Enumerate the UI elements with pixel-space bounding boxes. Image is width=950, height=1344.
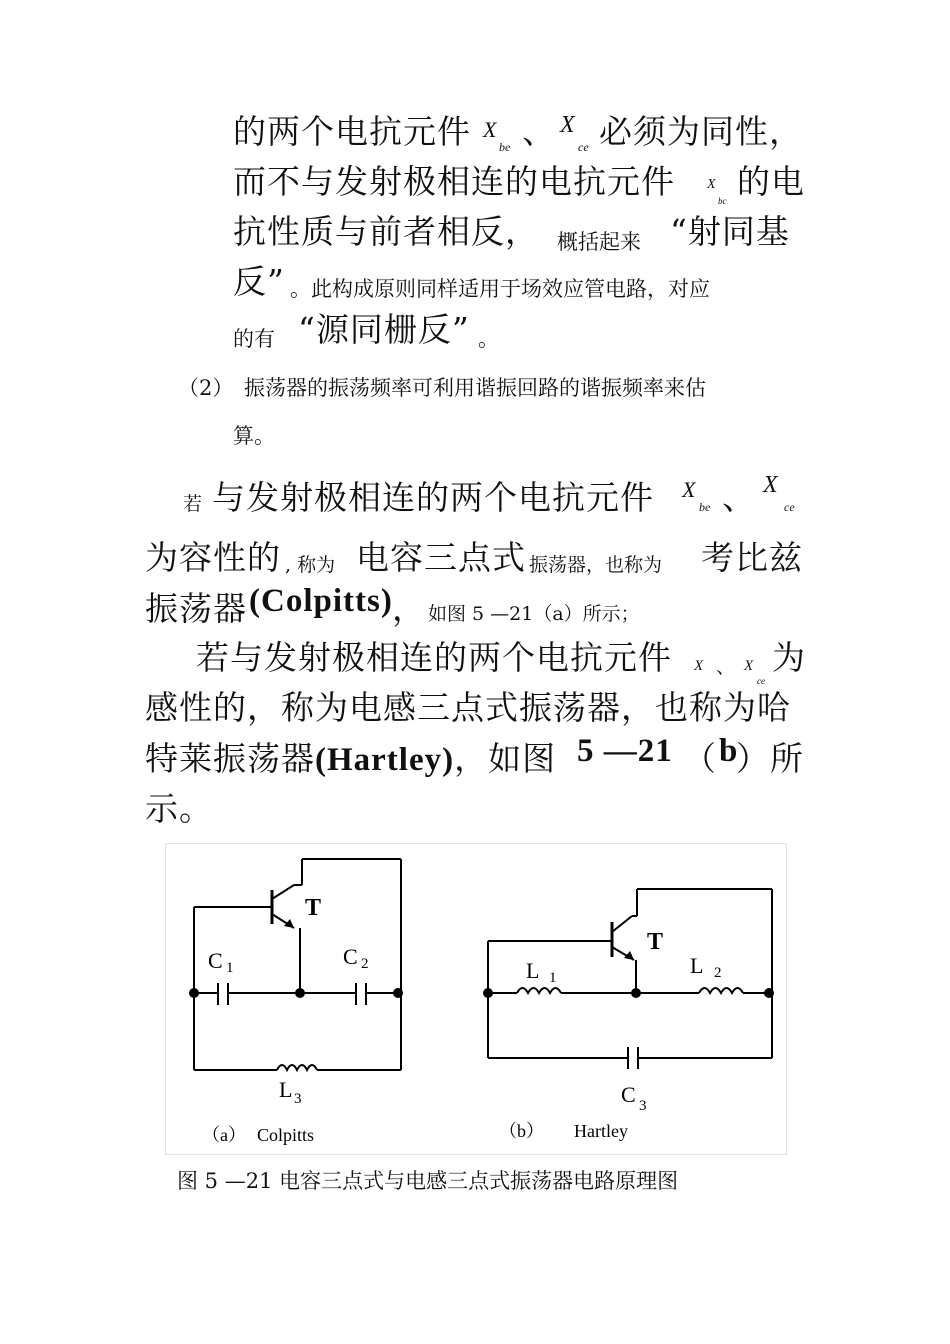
junction-dot [483, 988, 493, 998]
text-span: 的电 [737, 162, 805, 201]
junction-dot [295, 988, 305, 998]
text-span-bold: (Colpitts) [249, 583, 393, 619]
transistor-label: T [305, 895, 322, 921]
text-span: 反” [233, 262, 285, 301]
separator: 、 [722, 478, 756, 517]
text-line [145, 733, 556, 780]
subscript-be: be [699, 500, 711, 514]
symbol-x: X [763, 472, 778, 498]
junction-dot [189, 988, 199, 998]
text-span-small: 振荡器，也称为 [529, 554, 663, 576]
symbol-x: X [707, 177, 716, 192]
component-sub: 2 [714, 965, 722, 981]
component-label: C [343, 944, 358, 969]
circuit-diagram [166, 844, 786, 1154]
figure-label: Hartley [574, 1121, 628, 1141]
text-span: 而不与发射极相连的电抗元件 [233, 162, 675, 201]
text-span: 考比兹 [701, 538, 803, 577]
text-span: 为 [772, 638, 806, 677]
junction-dot [393, 988, 403, 998]
text-span: （ [683, 739, 717, 778]
component-sub: 3 [294, 1091, 302, 1107]
junction-dot [631, 988, 641, 998]
text-span: 振荡器 [145, 589, 247, 628]
text-span-small: , 称为 [285, 554, 336, 576]
text-span: 抗性质与前者相反， [233, 212, 539, 251]
component-label: C [621, 1082, 636, 1107]
component-sub: 1 [549, 970, 557, 986]
figure-label-paren: （b） [499, 1121, 544, 1141]
component-sub: 2 [361, 956, 369, 972]
inductor-coil [277, 1065, 317, 1070]
subscript-ce: ce [578, 140, 589, 154]
text-span: 为容性的 [145, 538, 281, 577]
text-span: “射同基 [670, 212, 790, 251]
subscript-ce: ce [784, 500, 795, 514]
text-span: ， [392, 589, 426, 628]
component-sub: 3 [639, 1098, 647, 1114]
separator: 、 [522, 112, 556, 151]
symbol-x: X [483, 117, 497, 142]
component-label: L [279, 1077, 293, 1102]
symbol-x: X [694, 658, 704, 674]
transistor-collector [272, 885, 294, 899]
text-span-small: 如图 5 —21（a）所示； [428, 603, 640, 625]
text-span-small: 的有 [233, 327, 275, 351]
transistor-collector [612, 916, 632, 932]
text-span-small: 若 [183, 493, 203, 515]
text-span: 必须为同性， [599, 112, 803, 151]
list-item-text: 算。 [233, 424, 275, 448]
circuit-figure [165, 843, 787, 1155]
text-span: 电容三点式 [356, 538, 526, 577]
figure-caption: 图 5 —21 电容三点式与电感三点式振荡器电路原理图 [177, 1169, 679, 1193]
text-span-small: 概括起来 [557, 230, 641, 254]
symbol-x: X [744, 658, 754, 674]
text-span: ）所 [736, 739, 804, 778]
component-label: C [208, 948, 223, 973]
text-span: 特莱振荡器 [145, 739, 315, 778]
text-span-bold: b [719, 733, 739, 769]
figure-label-paren: （a） [202, 1125, 246, 1145]
list-number: （2） [178, 376, 234, 400]
text-span: 示。 [145, 789, 213, 828]
component-label: L [690, 953, 704, 978]
text-span-small: 。此构成原则同样适用于场效应管电路，对应 [290, 277, 710, 301]
symbol-x: X [682, 477, 696, 502]
text-span: ，如图 [454, 739, 557, 778]
component-sub: 1 [226, 960, 234, 976]
transistor-label: T [647, 929, 664, 955]
subscript-ce: ce [757, 676, 765, 686]
inductor-coil [699, 988, 743, 993]
text-line [233, 106, 471, 153]
text-span: 的两个电抗元件 [233, 112, 471, 151]
inductor-coil [517, 988, 561, 993]
text-span: 若与发射极相连的两个电抗元件 [196, 638, 672, 677]
junction-dot [764, 988, 774, 998]
subscript-bc: bc [718, 196, 727, 206]
symbol-x: X [560, 112, 575, 138]
text-span: 与发射极相连的两个电抗元件 [212, 478, 654, 517]
component-label: L [526, 958, 540, 983]
text-span-bold: 5 —21 [577, 733, 673, 769]
text-span-bold: (Hartley) [315, 742, 455, 778]
subscript-be: be [499, 140, 511, 154]
text-span: “源同栅反” [298, 310, 470, 349]
figure-label: Colpitts [257, 1125, 315, 1145]
text-span: 感性的，称为电感三点式振荡器，也称为哈 [145, 688, 791, 727]
separator: 、 [716, 656, 736, 678]
list-item-text: 振荡器的振荡频率可利用谐振回路的谐振频率来估 [244, 376, 706, 400]
text-span-small: 。 [478, 327, 499, 351]
